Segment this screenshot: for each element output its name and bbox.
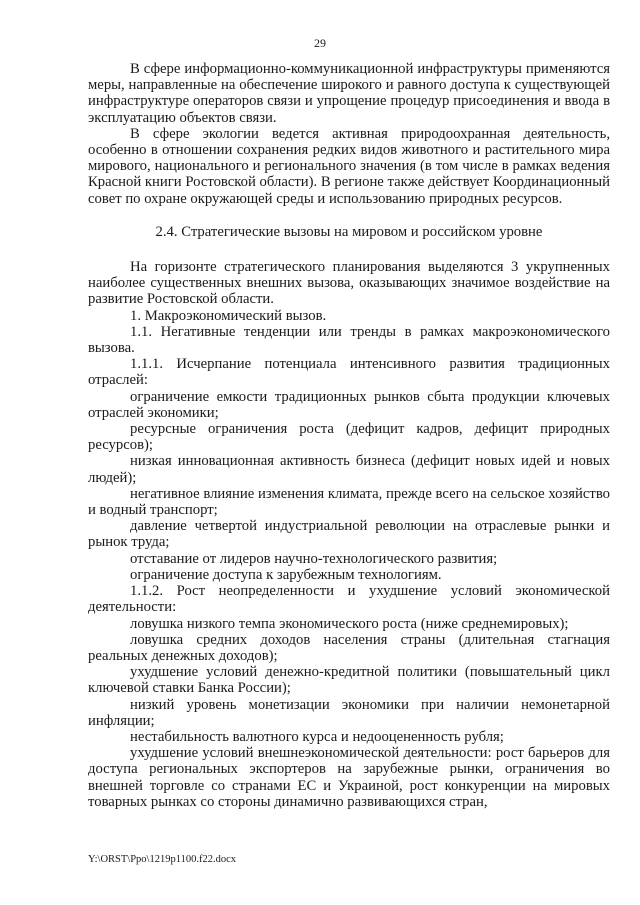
paragraph: 1.1.1. Исчерпание потенциала интенсивного развития традиционных отраслей: (88, 356, 610, 389)
file-path-footer: Y:\ORST\Ppo\1219p1100.f22.docx (88, 854, 236, 865)
list-item: ограничение емкости традиционных рынков сбыта продукции ключевых отраслей экономики; (88, 388, 610, 421)
list-item: низкий уровень монетизации экономики при наличии немонетарной инфляции; (88, 696, 610, 729)
paragraph: 1.1.2. Рост неопределенности и ухудшение условий экономической деятельности: (88, 583, 610, 616)
paragraph-infrastructure: В сфере информационно-коммуникационной инфраструктуры применяются меры, направленные на обеспечение широкого и равного доступа к существующей инфраструктуре операторов связи и упрощение процедур присоединения и ввода в эксплуатацию объектов связи. (88, 61, 610, 126)
list-item: негативное влияние изменения климата, прежде всего на сельское хозяйство и водный транспорт; (88, 485, 610, 519)
list-item: ухудшение условий денежно-кредитной политики (повышательный цикл ключевой ставки Банка России); (88, 664, 610, 697)
list-item: давление четвертой индустриальной революции на отраслевые рынки и рынок труда; (88, 518, 610, 551)
list-item: отставание от лидеров научно-технологического развития; (130, 550, 498, 567)
page-number: 29 (314, 36, 326, 50)
list-item: ресурсные ограничения роста (дефицит кадров, дефицит природных ресурсов); (88, 421, 610, 454)
paragraph: 1.1. Негативные тенденции или тренды в рамках макроэкономического вызова. (88, 323, 610, 357)
list-item: ловушка низкого темпа экономического роста (ниже среднемировых); (130, 615, 569, 632)
list-item: низкая инновационная активность бизнеса (дефицит новых идей и новых людей); (88, 453, 610, 486)
list-item: ухудшение условий внешнеэкономической деятельности: рост барьеров для доступа региональных экспортеров на зарубежные рынки, ограничения во внешней торговле со странами ЕС и Украиной, рост конкуренции на мировых товарных рынках со стороны динамично развивающихся стран, (88, 745, 610, 810)
section-heading: 2.4. Стратегические вызовы на мировом и российском уровне (155, 223, 543, 240)
paragraph: На горизонте стратегического планирования выделяются 3 укрупненных наиболее существенных внешних вызова, оказывающих значимое воздействие на развитие Ростовской области. (88, 259, 610, 308)
list-item: нестабильность валютного курса и недооцененность рубля; (130, 728, 504, 745)
paragraph-ecology: В сфере экологии ведется активная природоохранная деятельность, особенно в отношении сохранения редких видов животного и растительного мира мирового, национального и регионального значения (в том числе в рамках ведения Красной книги Ростовской области). В регионе также действует Координационный совет по охране окружающей среды и использованию природных ресурсов. (88, 125, 611, 207)
list-item: ловушка средних доходов населения страны (длительная стагнация реальных денежных доходов); (88, 631, 610, 664)
document-body (88, 61, 610, 810)
paragraph: 1. Макроэкономический вызов. (130, 307, 327, 324)
list-item: ограничение доступа к зарубежным технологиям. (130, 566, 442, 583)
